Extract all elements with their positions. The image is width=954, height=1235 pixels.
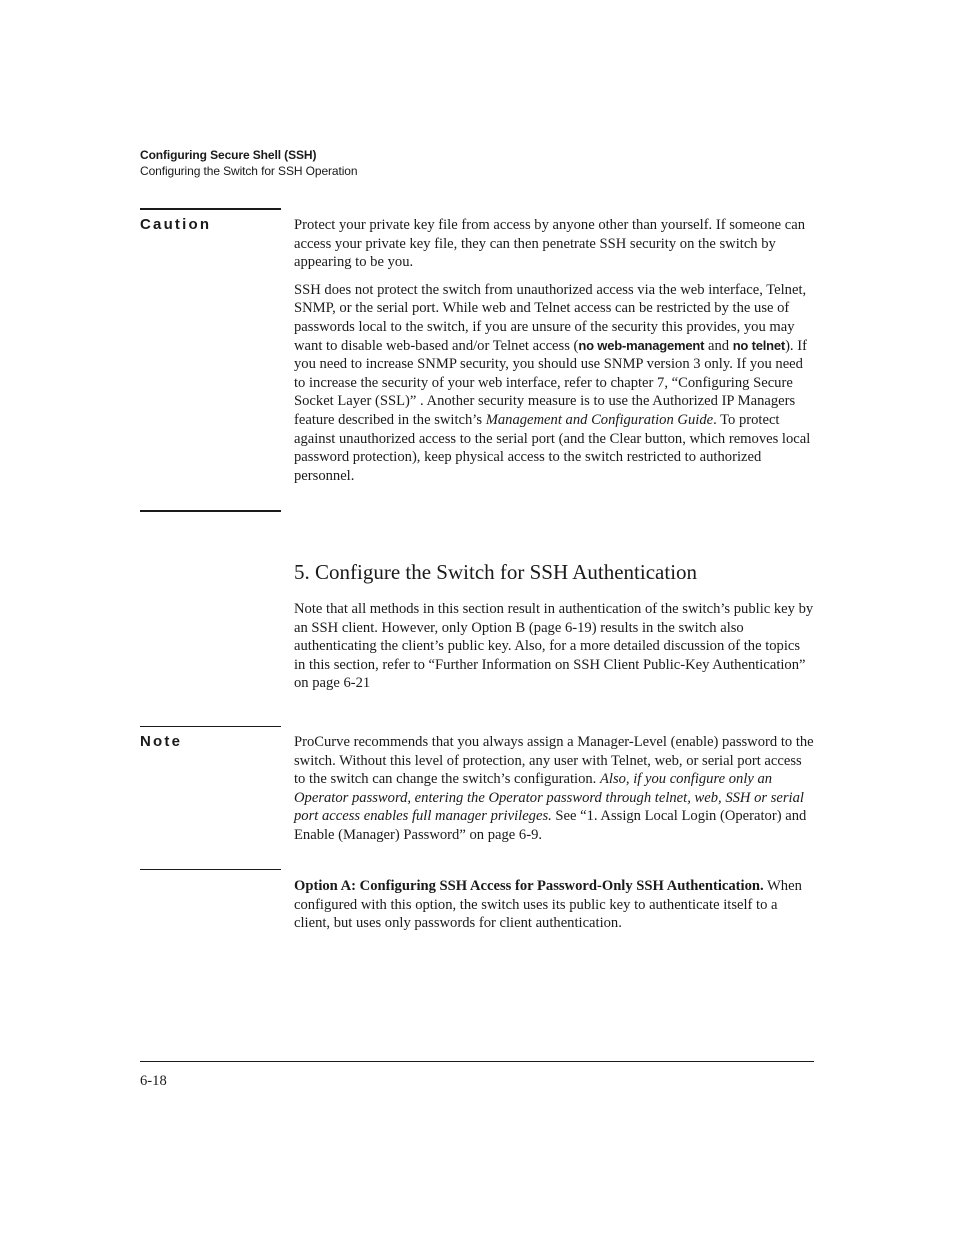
- note-body: [294, 733, 814, 854]
- option-a-text: When configured with this option, the switch uses its public key to authenticate itself to a client, but uses only passwords for client authentication.: [294, 878, 802, 932]
- running-header-chapter: Configuring Secure Shell (SSH): [140, 148, 317, 162]
- caution-paragraph-1: Protect your private key file from access by anyone other than yourself. If someone can access your private key file, they can then penetrate SSH security on the switch by appearing to be you.: [294, 217, 806, 271]
- page-number: 6-18: [140, 1073, 167, 1089]
- option-a-title: Option A: Configuring SSH Access for Password-Only SSH Authentication.: [294, 878, 764, 894]
- note-top-rule: [140, 726, 281, 727]
- note-italic-text: Also, if you configure only an Operator password, entering the Operator password through telnet, web, SSH or serial port access enables full manager privileges.: [294, 771, 804, 825]
- caution-top-rule: [140, 208, 281, 210]
- section-intro: [294, 600, 814, 702]
- option-a-paragraph: [294, 877, 814, 933]
- caution-paragraph-2: SSH does not protect the switch from unauthorized access via the web interface, Telnet, SNMP, or the serial port. While web and Telnet access can be restricted by the use of passwords local to the switch, if you are unsure of the security this provides, you may want to disable web-based and/or Telnet access (no web-management and no telnet). If you need to increase SNMP security, you should use SNMP version 3 only. If you need to increase the security of your web interface, refer to chapter 7, “Configuring Secure Socket Layer (SSL)” . Another security measure is to use the Authorized IP Managers feature described in the switch’s Management and Configuration Guide. To protect against unauthorized access to the serial port (and the Clear button, which removes local password protection), keep physical access to the switch restricted to authorized personnel.: [294, 281, 811, 484]
- running-header-section: Configuring the Switch for SSH Operation: [140, 164, 358, 178]
- command-no-web-management: no web-management: [578, 337, 705, 353]
- note-label: Note: [140, 733, 183, 750]
- note-bottom-rule: [140, 869, 281, 870]
- command-no-telnet: no telnet: [732, 337, 786, 353]
- guide-title: Management and Configuration Guide: [485, 411, 714, 428]
- option-a-block: [294, 877, 814, 942]
- section-heading: 5. Configure the Switch for SSH Authentication: [294, 560, 698, 584]
- footer-rule: [140, 1061, 814, 1062]
- section-intro-paragraph: Note that all methods in this section result in authentication of the switch’s public key by an SSH client. However, only Option B (page 6-19) results in the switch also authenticating the client’s public key. Also, for a more detailed discussion of the topics in this section, refer to “Further Information on SSH Client Public-Key Authentication” on page 6-21: [294, 601, 814, 692]
- note-paragraph: ProCurve recommends that you always assign a Manager-Level (enable) password to the switch. Without this level of protection, any user with Telnet, web, or serial port access to the switch can change the switch’s configuration. Also, if you configure only an Operator password, entering the Operator password through telnet, web, SSH or serial port access enables full manager privileges. See “1. Assign Local Login (Operator) and Enable (Manager) Password” on page 6-9.: [294, 734, 814, 843]
- caution-body: [294, 216, 814, 494]
- caution-bottom-rule: [140, 510, 281, 512]
- caution-label: Caution: [140, 216, 212, 233]
